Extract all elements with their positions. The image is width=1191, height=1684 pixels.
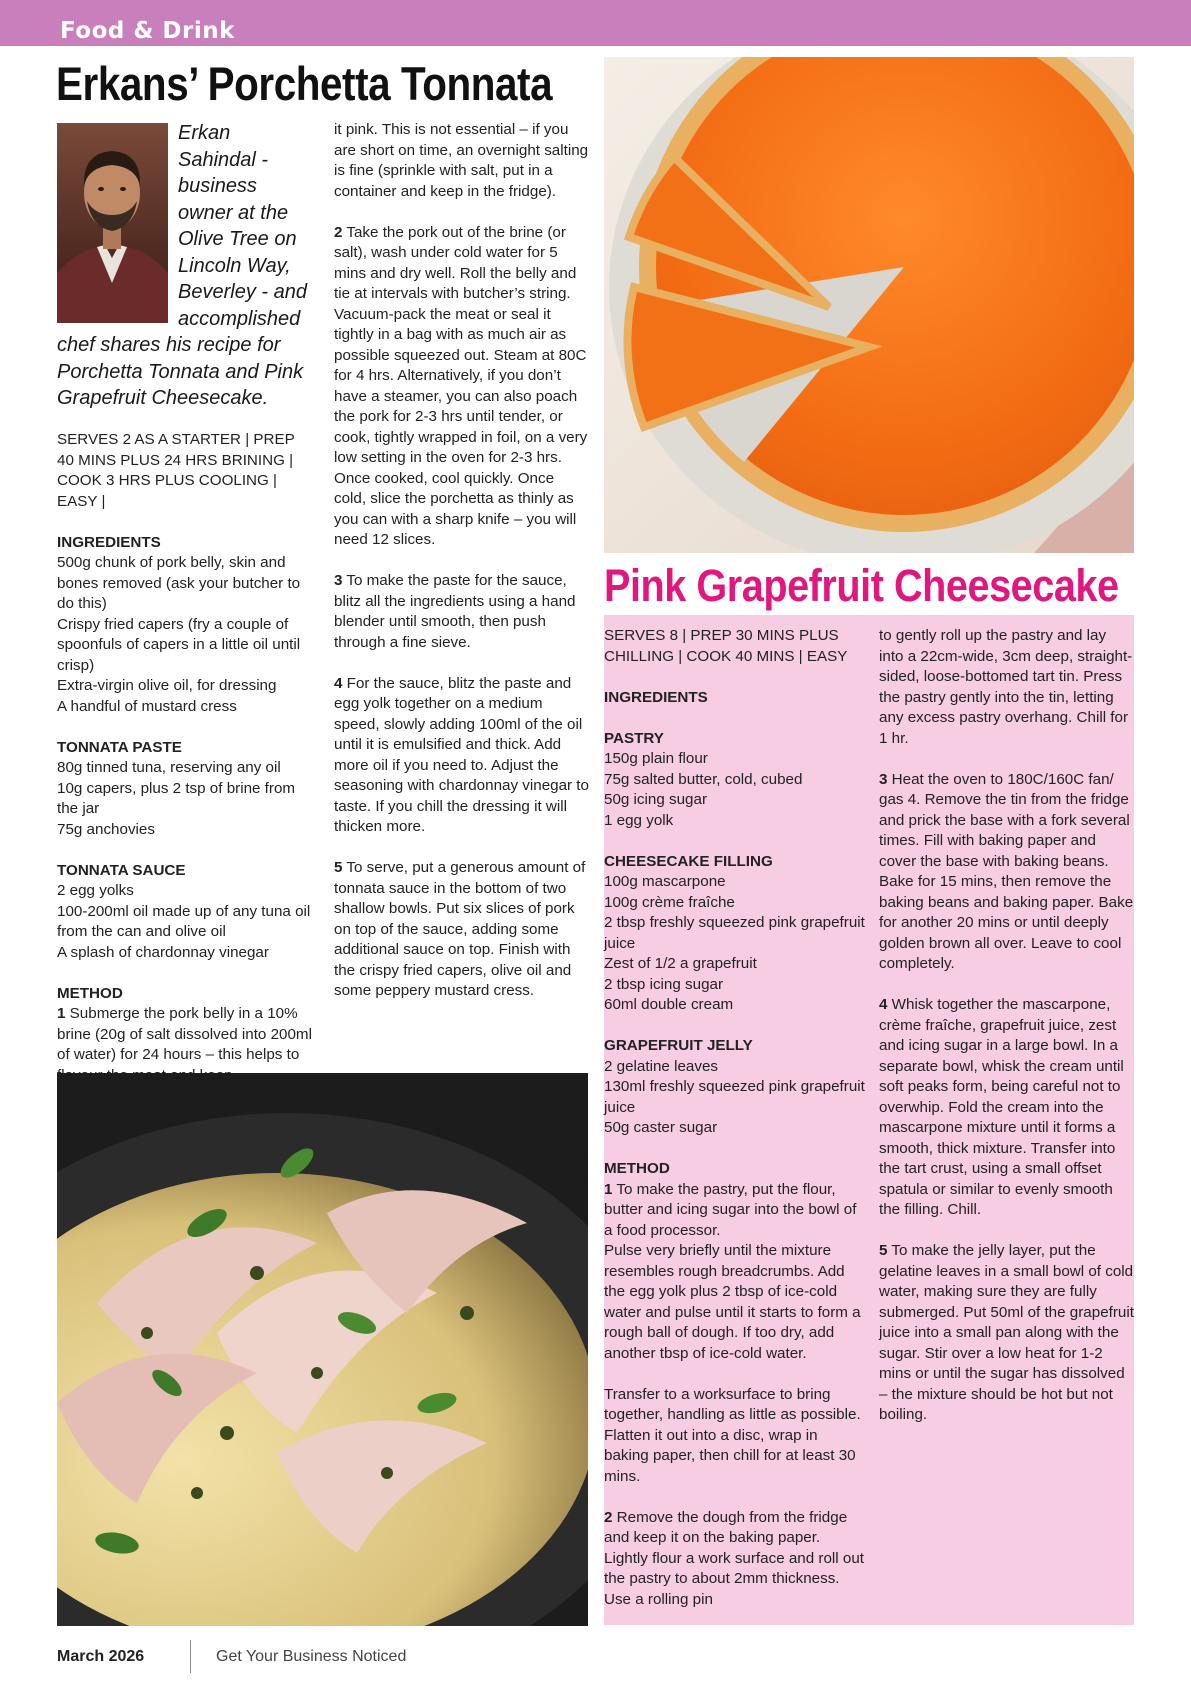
tonnata-sauce-heading: TONNATA SAUCE	[57, 861, 186, 879]
method-step	[879, 995, 1134, 1221]
pastry-heading: PASTRY	[604, 729, 664, 747]
step-text: To serve, put a generous amount of tonnata sauce in the bottom of two shallow bowls. Put six slices of pork on top of the sauce, adding some additional sauce on top. Finish with the crispy fried capers, olive oil and some peppery mustard cress.	[334, 859, 586, 999]
ingredient-item: 2 tbsp freshly squeezed pink grapefruit juice	[604, 914, 865, 952]
step-text: To make the paste for the sauce, blitz all the ingredients using a hand blender until smooth, then push through a fine sieve.	[334, 572, 576, 651]
intro-line: accomplished	[178, 307, 301, 330]
porchetta-column-1	[57, 430, 314, 1086]
method-heading: METHOD	[57, 984, 123, 1002]
ingredient-item: 500g chunk of pork belly, skin and bones removed (ask your butcher to do this)	[57, 554, 301, 612]
ingredient-item: 100g crème fraîche	[604, 893, 735, 911]
ingredient-item: Extra-virgin olive oil, for dressing	[57, 677, 277, 694]
step-number: 2	[604, 1508, 613, 1526]
method-step	[334, 858, 590, 1002]
intro-line: Grapefruit Cheesecake.	[57, 387, 269, 409]
ingredient-item: 2 egg yolks	[57, 882, 134, 899]
jelly-heading: GRAPEFRUIT JELLY	[604, 1037, 753, 1054]
ingredient-item: Crispy fried capers (fry a couple of spoonfuls of capers in a little oil until crisp)	[57, 615, 301, 674]
ingredient-item: 130ml freshly squeezed pink grapefruit juice	[604, 1078, 865, 1116]
step-text: Remove the dough from the fridge and keep it on the baking paper. Lightly flour a work surface and roll out the pastry to about 2mm thickness. Use a rolling pin	[604, 1508, 865, 1608]
ingredient-item: A handful of mustard cress	[57, 697, 237, 715]
ingredient-item: 80g tinned tuna, reserving any oil	[57, 759, 281, 776]
intro-line: Sahindal -	[178, 148, 269, 171]
method-step: Transfer to a worksurface to bring together, handling as little as possible. Flatten it out into a disc, wrap in baking paper, then chill for at least 30 mins.	[604, 1385, 861, 1485]
footer-divider	[190, 1640, 191, 1673]
method-step: Pulse very briefly until the mixture resembles rough breadcrumbs. Add the egg yolk plus 2 tbsp of ice-cold water and pulse until it starts to form a rough ball of dough. If too dry, add another tbsp of ice-cold water.	[604, 1242, 861, 1362]
step-number: 2	[334, 223, 343, 241]
ingredient-item: 150g plain flour	[604, 750, 708, 767]
section-label: Food & Drink	[60, 18, 235, 44]
step-text: to gently roll up the pastry and lay into a 22cm-wide, 3cm deep, straight-sided, loose-bottomed tart tin. Press the pastry gently into the tin, letting any excess pastry overhang. Chill for 1 hr.	[879, 627, 1133, 747]
recipe-title-cheesecake: Pink Grapefruit Cheesecake	[604, 560, 1119, 611]
step-text: Submerge the pork belly in a 10% brine (20g of salt dissolved into 200ml of water) for 24 hours – this helps to	[57, 1005, 312, 1063]
issue-date: March 2026	[57, 1648, 145, 1665]
cheesecake-column-2	[879, 626, 1134, 1446]
method-step	[879, 1241, 1134, 1426]
chef-introduction	[57, 120, 317, 412]
method-step	[334, 571, 590, 653]
intro-line: Lincoln Way,	[178, 254, 291, 277]
ingredient-item: A splash of chardonnay vinegar	[57, 943, 269, 961]
step-text: For the sauce, blitz the paste and egg yolk together on a medium speed, slowly adding 100ml of the oil until it is emulsified and thick. Add more oil if you need to. Adjust the seasoning with chardonnay vinegar to taste. If you chill the dressing it will thicken more.	[334, 674, 589, 835]
step-number: 4	[879, 996, 888, 1013]
ingredient-item: 50g icing sugar	[604, 791, 708, 808]
method-step	[334, 223, 590, 551]
method-heading: METHOD	[604, 1160, 670, 1177]
cheesecake-column-1	[604, 626, 866, 1610]
step-text: To make the jelly layer, put the gelatine leaves in a small bowl of cold water, making sure they are fully submerged. Put 50ml of the grapefruit juice into a small pan along with the sugar. Stir over a low heat for 1-2 mins or until the sugar has dissolved – the mixture should be hot but not boiling.	[879, 1242, 1134, 1423]
ingredient-item: 2 gelatine leaves	[604, 1057, 718, 1075]
ingredient-item: 1 egg yolk	[604, 811, 674, 829]
serves-info: SERVES 8 | PREP 30 MINS PLUS CHILLING | COOK 40 MINS | EASY	[604, 627, 848, 665]
porchetta-column-2	[334, 120, 590, 1022]
publication-tagline: Get Your Business Noticed	[216, 1648, 407, 1665]
step-number: 4	[334, 674, 343, 692]
ingredient-item: 100-200ml oil made up of any tuna oil from the can and olive oil	[57, 902, 311, 940]
ingredient-item: 60ml double cream	[604, 996, 734, 1013]
cheesecake-photo	[604, 57, 1134, 553]
step-number: 3	[334, 572, 343, 589]
tonnata-paste-heading: TONNATA PASTE	[57, 738, 182, 756]
ingredient-item: 10g capers, plus 2 tsp of brine from the jar	[57, 779, 296, 817]
method-step	[604, 1180, 866, 1242]
method-step	[334, 674, 590, 838]
serves-info: SERVES 2 AS A STARTER | PREP 40 MINS PLUS 24 HRS BRINING | COOK 3 HRS PLUS COOLING | EASY |	[57, 431, 295, 510]
method-step	[879, 626, 1134, 749]
step-number: 1	[604, 1180, 613, 1198]
ingredient-item: 50g caster sugar	[604, 1119, 718, 1136]
step-text: Heat the oven to 180C/160C fan/ gas 4. Remove the tin from the fridge and prick the base with a fork several times. Fill with baking paper and cover the base with baking beans. Bake for 15 mins, then remove the baking beans and baking paper. Bake for another 20 mins or until deeply golden brown all over. Leave to cool completely.	[879, 770, 1134, 972]
intro-line: owner at the	[178, 201, 289, 224]
filling-heading: CHEESECAKE FILLING	[604, 852, 773, 870]
intro-line: business	[178, 175, 257, 197]
step-text: Whisk together the mascarpone, crème fraîche, grapefruit juice, zest and icing sugar in a large bowl. In a separate bowl, whisk the cream until soft peaks form, being careful not to overwhip. Fold the cream into the mascarpone mixture until it forms a smooth, thick mixture. Transfer into the tart crust, using a small offset spatula or similar to evenly smooth the filling. Chill.	[879, 996, 1124, 1218]
ingredients-heading: INGREDIENTS	[57, 533, 161, 551]
ingredient-item: 2 tbsp icing sugar	[604, 975, 724, 993]
intro-line: Porchetta Tonnata and Pink	[57, 360, 304, 383]
step-number: 5	[879, 1242, 888, 1259]
porchetta-dish-photo	[57, 1073, 588, 1626]
intro-line: chef shares his recipe for	[57, 334, 281, 356]
ingredient-item: Zest of 1/2 a grapefruit	[604, 955, 757, 972]
intro-line: Olive Tree on	[178, 228, 297, 250]
ingredient-item: 75g anchovies	[57, 820, 155, 838]
step-number: 1	[57, 1005, 66, 1022]
intro-line: Erkan	[178, 122, 231, 144]
ingredients-heading: INGREDIENTS	[604, 688, 708, 706]
step-number: 3	[879, 770, 888, 788]
step-text: To make the pastry, put the flour, butter and icing sugar into the bowl of a food processor.	[604, 1180, 857, 1239]
method-step	[604, 1508, 866, 1611]
step-number: 5	[334, 859, 343, 876]
step-text: Take the pork out of the brine (or salt), wash under cold water for 5 mins and dry well. Roll the belly and tie at intervals with butcher’s string. Vacuum-pack the meat or seal it tightly in a bag with as much air as possible squeezed out. Steam at 80C for 4 hrs. Alternatively, if you don’t have a steamer, you can also poach the pork for 2-3 hrs until tender, or cook, tightly wrapped in foil, on a very low setting in the oven for 2-3 hrs. Once cooked, cool quickly. Once cold, slice the porchetta as thinly as you can with a sharp knife – you will need 12 slices.	[334, 223, 588, 548]
ingredient-item: 75g salted butter, cold, cubed	[604, 770, 803, 788]
ingredient-item: 100g mascarpone	[604, 873, 726, 890]
recipe-title-porchetta: Erkans’ Porchetta Tonnata	[56, 57, 553, 110]
method-step	[879, 770, 1134, 975]
intro-line: Beverley - and	[178, 281, 307, 303]
method-step: it pink. This is not essential – if you are short on time, an overnight salting is fine (sprinkle with salt, put in a container and keep in the fridge).	[334, 121, 589, 200]
